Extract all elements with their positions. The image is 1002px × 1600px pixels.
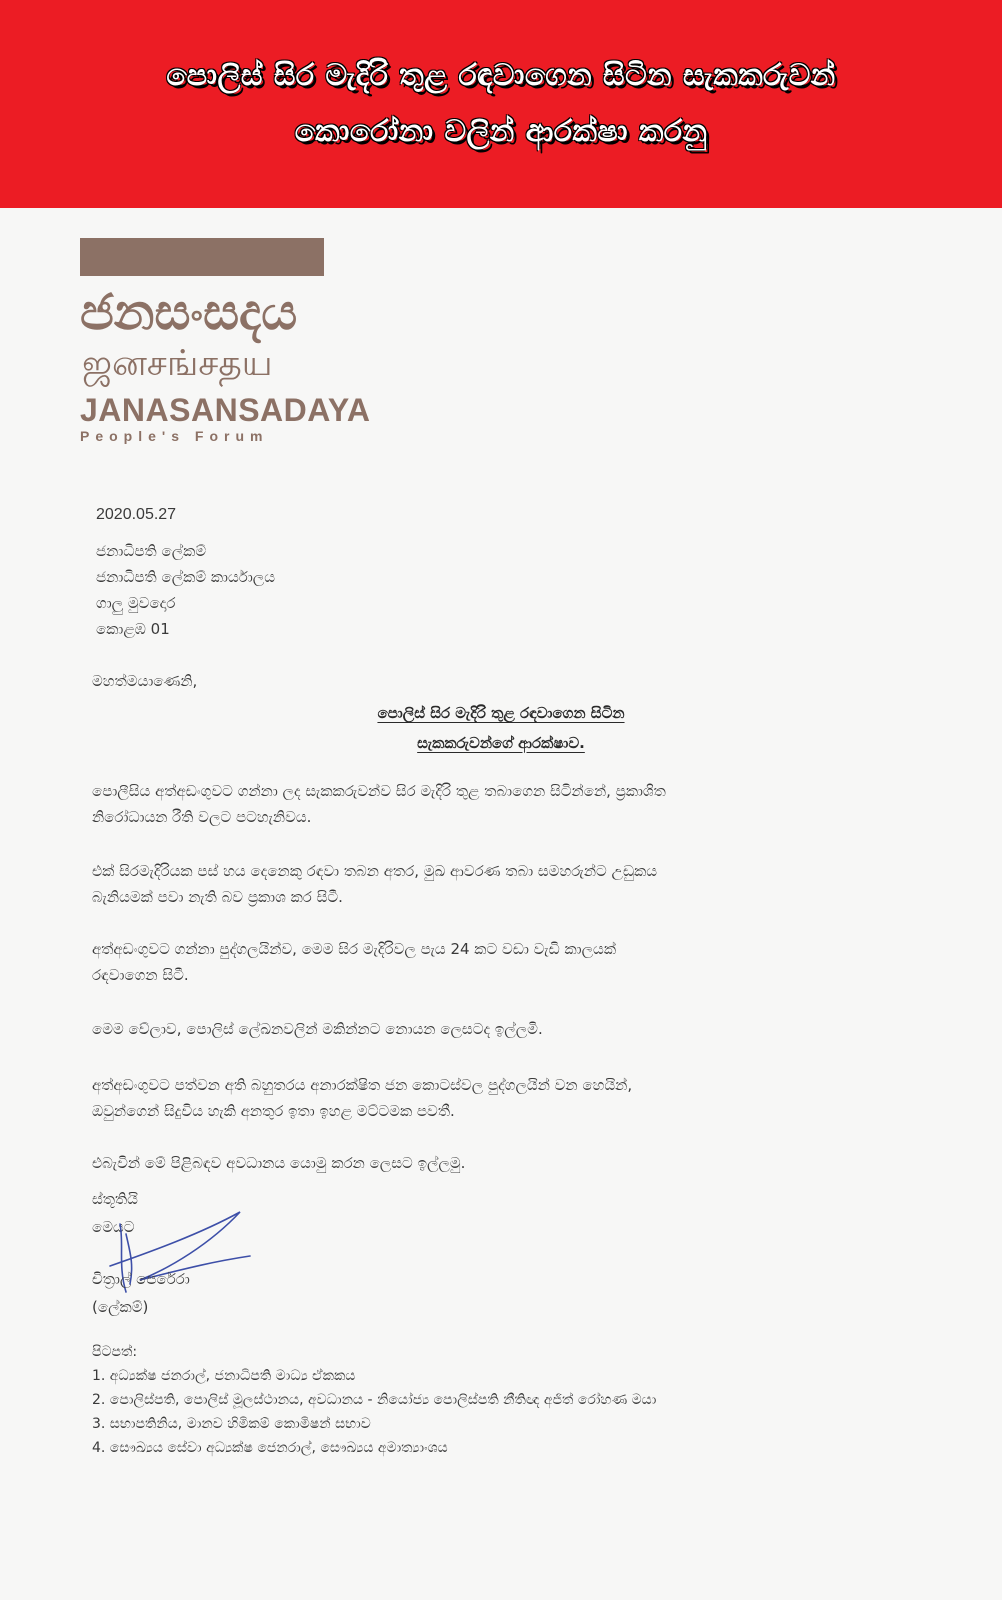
paragraph-4 — [92, 1016, 543, 1042]
logo-english-text: JANASANSADAYA — [80, 392, 371, 428]
paragraph-line: රඳවාගෙන සිටී. — [92, 966, 189, 984]
cc-heading: පිටපත්: — [92, 1344, 138, 1360]
address-line: ජනාධිපති ලේකම් කාර්යාලය — [96, 568, 276, 586]
cc-item: 4. සෞඛ්‍යය සේවා අධ්‍යක්ෂ ජෙනරාල්, සෞඛ්‍යය අමාත්‍යාංශය — [92, 1440, 448, 1456]
subject-text-2: සැකකරුවන්ගේ ආරක්ෂාව. — [417, 734, 585, 752]
subject-line-1 — [0, 704, 1002, 722]
cc-item: 1. අධ්‍යක්ෂ ජනරාල්, ජනාධිපති මාධ්‍ය ඒකකය — [92, 1368, 356, 1384]
address-line: ජනාධිපති ලේකම් — [96, 542, 207, 560]
header-banner — [0, 0, 1002, 208]
paragraph-line: එක් සිරමැදිරියක පස් හය දෙනෙකු රඳවා තබන අතර, මුඛ ආවරණ තබා සමහරුන්ට උඩුකය — [92, 862, 658, 880]
signatory-name: චිත්‍රාල් පෙරේරා — [92, 1270, 190, 1288]
logo-tagline: People's Forum — [80, 428, 269, 444]
paragraph-1 — [92, 778, 666, 830]
signatory-title: (ලේකම්) — [92, 1298, 149, 1316]
address-line: ගාලු මුවදොර — [96, 594, 176, 612]
paragraph-line: පොලීසිය අත්අඩංගුවට ගන්නා ලද සැකකරුවන්ව සිර මැදිරි තුළ තබාගෙන සිටින්නේ, ප්‍රකාශිත — [92, 782, 666, 800]
banner-title-line-1: පොලිස් සිර මැදිරි තුළ රඳවාගෙන සිටින සැකකරුවන් — [166, 58, 836, 93]
cc-item: 3. සභාපතිනිය, මානව හිමිකම් කොමිෂන් සභාව — [92, 1416, 371, 1432]
paragraph-5 — [92, 1072, 632, 1124]
cc-item: 2. පොලිස්පති, පොලිස් මූලස්ථානය, අවධානය - නියෝජ්‍ය පොලිස්පති නීතිඥ අජිත් රෝහණ මයා — [92, 1392, 657, 1408]
logo-tamil-text: ஜனசங்சதய — [82, 343, 273, 384]
paragraph-2 — [92, 858, 657, 910]
closing-line: මෙයට — [92, 1218, 135, 1236]
letter-date: 2020.05.27 — [96, 506, 177, 523]
paragraph-line: බැනියමක් පවා නැති බව ප්‍රකාශ කර සිටී. — [92, 888, 343, 906]
logo-sinhala-text: ජනසංසදය — [80, 283, 298, 341]
subject-text-1: පොලිස් සිර මැදිරි තුළ රඳවාගෙන සිටින — [377, 704, 625, 722]
paragraph-line: නිරෝධායන රීති වලට පටහැනිවය. — [92, 808, 312, 826]
paragraph-3 — [92, 936, 616, 988]
paragraph-line: ඔවුන්ගෙන් සිදුවිය හැකි අනතුර ඉතා ඉහළ මට්ටමක පවතී. — [92, 1102, 455, 1120]
paragraph-line: මෙම වේලාව, පොලිස් ලේඛනවලින් මකින්නට නොයන ලෙසටද ඉල්ලමි. — [92, 1020, 543, 1038]
address-line: කොළඹ 01 — [96, 620, 170, 638]
paragraph-line: එබැවින් මේ පිළිබඳව අවධානය යොමු කරන ලෙසට ඉල්ලමු. — [92, 1154, 466, 1172]
redacted-bar — [80, 238, 324, 276]
paragraph-6 — [92, 1150, 465, 1176]
closing-line: ස්තූතියි — [92, 1190, 138, 1208]
subject-line-2 — [0, 734, 1002, 752]
salutation: මහත්මයාණෙනි, — [92, 672, 198, 690]
banner-title-line-2: කොරෝනා වලින් ආරක්ෂා කරනු — [294, 114, 708, 149]
paragraph-line: අත්අඩංගුවට පත්වන අති බහුතරය අනාරක්ෂිත ජන කොටස්වල පුද්ගලයින් වන හෙයින්, — [92, 1076, 633, 1094]
paragraph-line: අත්අඩංගුවට ගන්නා පුද්ගලයින්ව, මෙම සිර මැදිරිවල පැය 24 කට වඩා වැඩි කාලයක් — [92, 940, 617, 958]
